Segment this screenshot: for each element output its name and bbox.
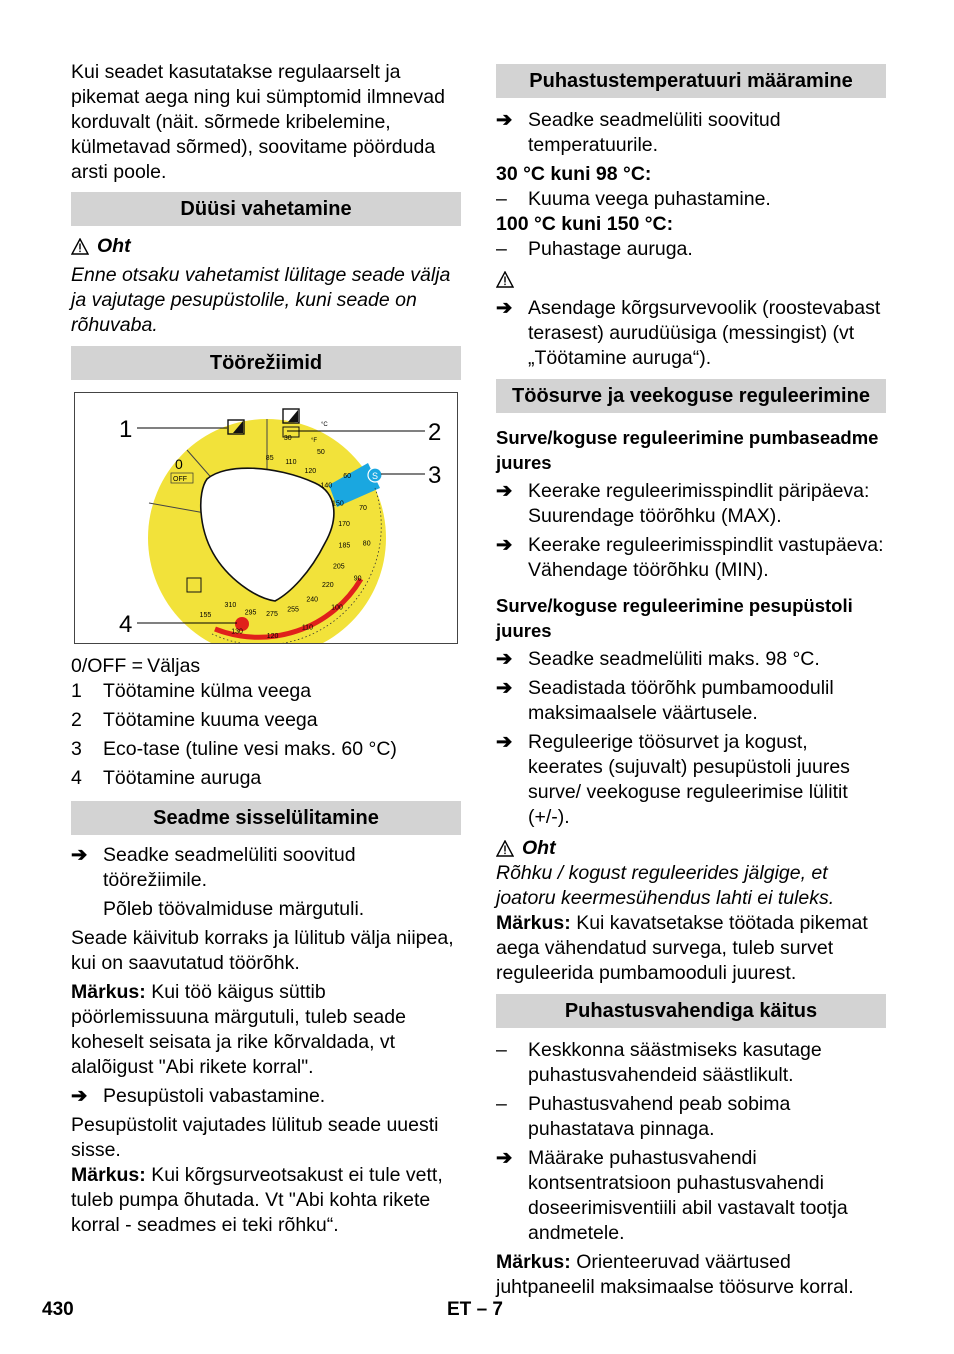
callout-4: 4 (119, 611, 133, 638)
dial-zero-label: 0 (175, 456, 183, 472)
arrow-icon: ➔ (496, 297, 513, 319)
legend-row-off (71, 654, 461, 679)
legend-key: 2 (71, 709, 82, 731)
step (71, 843, 461, 893)
gun-warning: Rõhku / kogust reguleerides jälgige, et joatoru keermesühendus lahti ei tuleks. (496, 862, 835, 909)
arrow-icon: ➔ (496, 677, 513, 699)
eco-marker-label: S (372, 471, 379, 481)
celsius-scale-label: 60 (343, 473, 351, 481)
note-label: Märkus: (496, 912, 571, 934)
step (496, 479, 886, 529)
step-text: Määrake puhastusvahendi kontsentratsioon puhastusvahendi doseerimisventiili abil vastavalt tootja andmetele. (528, 1147, 848, 1244)
warning-triangle-icon (496, 271, 514, 288)
footer-section (447, 1297, 503, 1322)
nozzle-warning: Enne otsaku vahetamist lülitage seade välja ja vajutage pesupüstolile, kuni seade on rõhuvaba. (71, 264, 451, 336)
unit-fahrenheit: °F (311, 438, 318, 444)
step-text: Keerake reguleerimisspindlit päripäeva: Suurendage töörõhku (MAX). (528, 480, 870, 527)
pump-subheading: Surve/koguse reguleerimine pumbaseadme juures (496, 427, 879, 473)
callout-1: 1 (119, 416, 133, 443)
fahrenheit-scale-label: 120 (304, 468, 317, 476)
warning-triangle-icon (71, 238, 89, 255)
fahrenheit-scale-label: 255 (287, 606, 299, 614)
note-label: Märkus: (71, 981, 146, 1003)
list-item (496, 1038, 886, 1088)
legend-row (71, 766, 461, 791)
modes-heading: Töörežiimid (71, 346, 461, 380)
danger-line (71, 234, 461, 259)
start-paragraph: Seade käivitub korraks ja lülitub välja niipea, kui on saavutatud töörõhk. (71, 927, 454, 974)
celsius-scale-label: 100 (331, 604, 343, 612)
note-1-text: Kui töö käigus süttib pöörlemissuuna märgutuli, tuleb seade koheselt seisata ja rike kõrvaldada, vt alalõigust "Abi rikete korral". (71, 981, 406, 1078)
hot-water-icon-fill (288, 410, 298, 422)
fahrenheit-scale-label: 150 (332, 500, 344, 508)
left-column (71, 60, 461, 1238)
unit-celsius: °C (321, 422, 328, 428)
step (496, 1146, 886, 1246)
note-2-text: Kui kõrgsurveotsakust ei tule vett, tuleb pumpa õhutada. Vt "Abi kohta rikete korral - seadmes ei teki rõhku“. (71, 1164, 443, 1236)
dash-marker: – (496, 1093, 507, 1115)
dial-off-label: OFF (173, 476, 187, 483)
page-number: 430 (42, 1299, 74, 1320)
arrow-icon: ➔ (496, 1147, 513, 1169)
step-text: Keerake reguleerimisspindlit vastupäeva: Vähendage töörõhku (MIN). (528, 534, 884, 581)
step-text: Seadke seadmelüliti soovitud temperatuurile. (528, 109, 781, 156)
danger-label: Oht (97, 235, 131, 257)
right-column (496, 60, 886, 1300)
callout-3: 3 (428, 462, 442, 489)
list-item (496, 187, 886, 212)
arrow-icon: ➔ (496, 480, 513, 502)
dash-marker: – (496, 238, 507, 260)
intro-paragraph: Kui seadet kasutatakse regulaarselt ja pikemat aega ning kui sümptomid ilmnevad korduvalt (näit. sõrmede kribelemine, külmetavad sõrmed), soovitame pöörduda arsti poole. (71, 61, 445, 183)
step-text: Seadke seadmelüliti maks. 98 °C. (528, 648, 820, 670)
gun-note-text: Kui kavatsetakse töötada pikemat aega vähendatud survega, tuleb survet reguleerida pumbamooduli juurest. (496, 912, 868, 984)
fahrenheit-scale-label: 310 (224, 601, 237, 609)
note-1 (71, 980, 461, 1080)
step (496, 647, 886, 672)
list-item-text: Kuuma veega puhastamine. (528, 188, 771, 210)
fahrenheit-scale-label: 295 (244, 609, 257, 617)
legend-text: Töötamine kuuma veega (103, 709, 318, 731)
range-2-label: 100 °C kuni 150 °C: (496, 213, 674, 235)
gun-subheading: Surve/koguse reguleerimine pesupüstoli juures (496, 595, 853, 641)
arrow-icon: ➔ (496, 534, 513, 556)
list-item-text: Puhastage auruga. (528, 238, 693, 260)
step-text: Seadistada töörõhk pumbamoodulil maksimaalsele väärtusele. (528, 677, 834, 724)
detergent-heading: Puhastusvahendiga käitus (496, 994, 886, 1028)
warning-triangle-icon (496, 840, 514, 857)
step (496, 296, 886, 371)
danger-label: Oht (522, 837, 556, 859)
celsius-scale-label: 110 (301, 624, 313, 632)
arrow-icon: ➔ (496, 648, 513, 670)
footer-page-in-section: – 7 (476, 1299, 503, 1320)
legend-text: Eco-tase (tuline vesi maks. 60 °C) (103, 738, 397, 760)
list-item (496, 237, 886, 262)
step (496, 730, 886, 830)
celsius-scale-label: 130 (231, 628, 243, 636)
fahrenheit-scale-label: 140 (320, 482, 333, 490)
step (71, 1084, 461, 1109)
celsius-scale-label: 120 (266, 632, 279, 640)
celsius-scale-label: 70 (359, 505, 367, 513)
fahrenheit-scale-label: 205 (332, 563, 345, 571)
arrow-icon: ➔ (71, 1085, 88, 1107)
list-item-text: Puhastusvahend peab sobima puhastatava pinnaga. (528, 1093, 791, 1140)
start-heading: Seadme sisselülitamine (71, 801, 461, 835)
legend-key: 3 (71, 738, 82, 760)
callout-2: 2 (428, 419, 442, 446)
note-label: Märkus: (496, 1251, 571, 1273)
fahrenheit-scale-label: 220 (321, 581, 334, 589)
note-label: Märkus: (71, 1164, 146, 1186)
nozzle-heading: Düüsi vahetamine (71, 192, 461, 226)
step-text: Reguleerige töösurvet ja kogust, keerates (sujuvalt) pesupüstoli juures surve/ veekoguse reguleerimise lülitit (+/-). (528, 731, 850, 828)
range-1-label: 30 °C kuni 98 °C: (496, 163, 652, 185)
list-item (496, 1092, 886, 1142)
fahrenheit-scale-label: 240 (306, 596, 319, 604)
legend-key: 0/OFF = (71, 655, 144, 677)
list-item-text: Keskkonna säästmiseks kasutage puhastusvahendeid säästlikult. (528, 1039, 822, 1086)
legend-row (71, 708, 461, 733)
temperature-heading: Puhastustemperatuuri määramine (496, 64, 886, 98)
step (496, 108, 886, 158)
mode-dial-diagram (75, 393, 457, 643)
step-text: Pesupüstoli vabastamine. (103, 1085, 326, 1107)
celsius-scale-label: 50 (317, 448, 325, 456)
legend-text: Väljas (147, 655, 201, 677)
celsius-scale-label: 155 (199, 611, 212, 619)
footer-section-code: ET (447, 1299, 472, 1320)
mode-dial-figure (74, 392, 458, 644)
danger-line (496, 836, 886, 861)
step-text: Asendage kõrgsurvevoolik (roostevabast terasest) aurudüüsiga (messingist) (vt „Töötamine auruga“). (528, 297, 881, 369)
step (496, 533, 886, 583)
legend-row (71, 737, 461, 762)
fahrenheit-scale-label: 110 (285, 458, 297, 466)
dash-marker: – (496, 188, 507, 210)
arrow-icon: ➔ (496, 731, 513, 753)
mode-legend (71, 654, 461, 791)
fahrenheit-scale-label: 185 (338, 542, 351, 550)
celsius-scale-label: 80 (362, 540, 371, 548)
step (496, 676, 886, 726)
legend-key: 4 (71, 767, 82, 789)
warning-line (496, 268, 886, 290)
pressure-heading: Töösurve ja veekoguse reguleerimine (496, 379, 886, 413)
fahrenheit-scale-label: 170 (338, 521, 350, 529)
dash-marker: – (496, 1039, 507, 1061)
fahrenheit-scale-label: 275 (266, 610, 278, 618)
fahrenheit-scale-label: 85 (265, 455, 274, 462)
detergent-note (496, 1250, 886, 1300)
celsius-scale-label: 90 (353, 575, 362, 583)
arrow-icon: ➔ (71, 844, 88, 866)
legend-row (71, 679, 461, 704)
gun-note (496, 911, 886, 986)
legend-text: Töötamine külma veega (103, 680, 312, 702)
note-2 (71, 1163, 461, 1238)
arrow-icon: ➔ (496, 109, 513, 131)
legend-text: Töötamine auruga (103, 767, 262, 789)
step-text: Seadke seadmelüliti soovitud töörežiimile. (103, 844, 356, 891)
release-paragraph: Pesupüstolit vajutades lülitub seade uuesti sisse. (71, 1114, 439, 1161)
legend-key: 1 (71, 680, 82, 702)
celsius-scale-label: 30 (283, 435, 292, 443)
start-note: Põleb töövalmiduse märgutuli. (103, 898, 365, 920)
detergent-note-text: Orienteeruvad väärtused juhtpaneelil maksimaalse töösurve korral. (496, 1251, 854, 1298)
